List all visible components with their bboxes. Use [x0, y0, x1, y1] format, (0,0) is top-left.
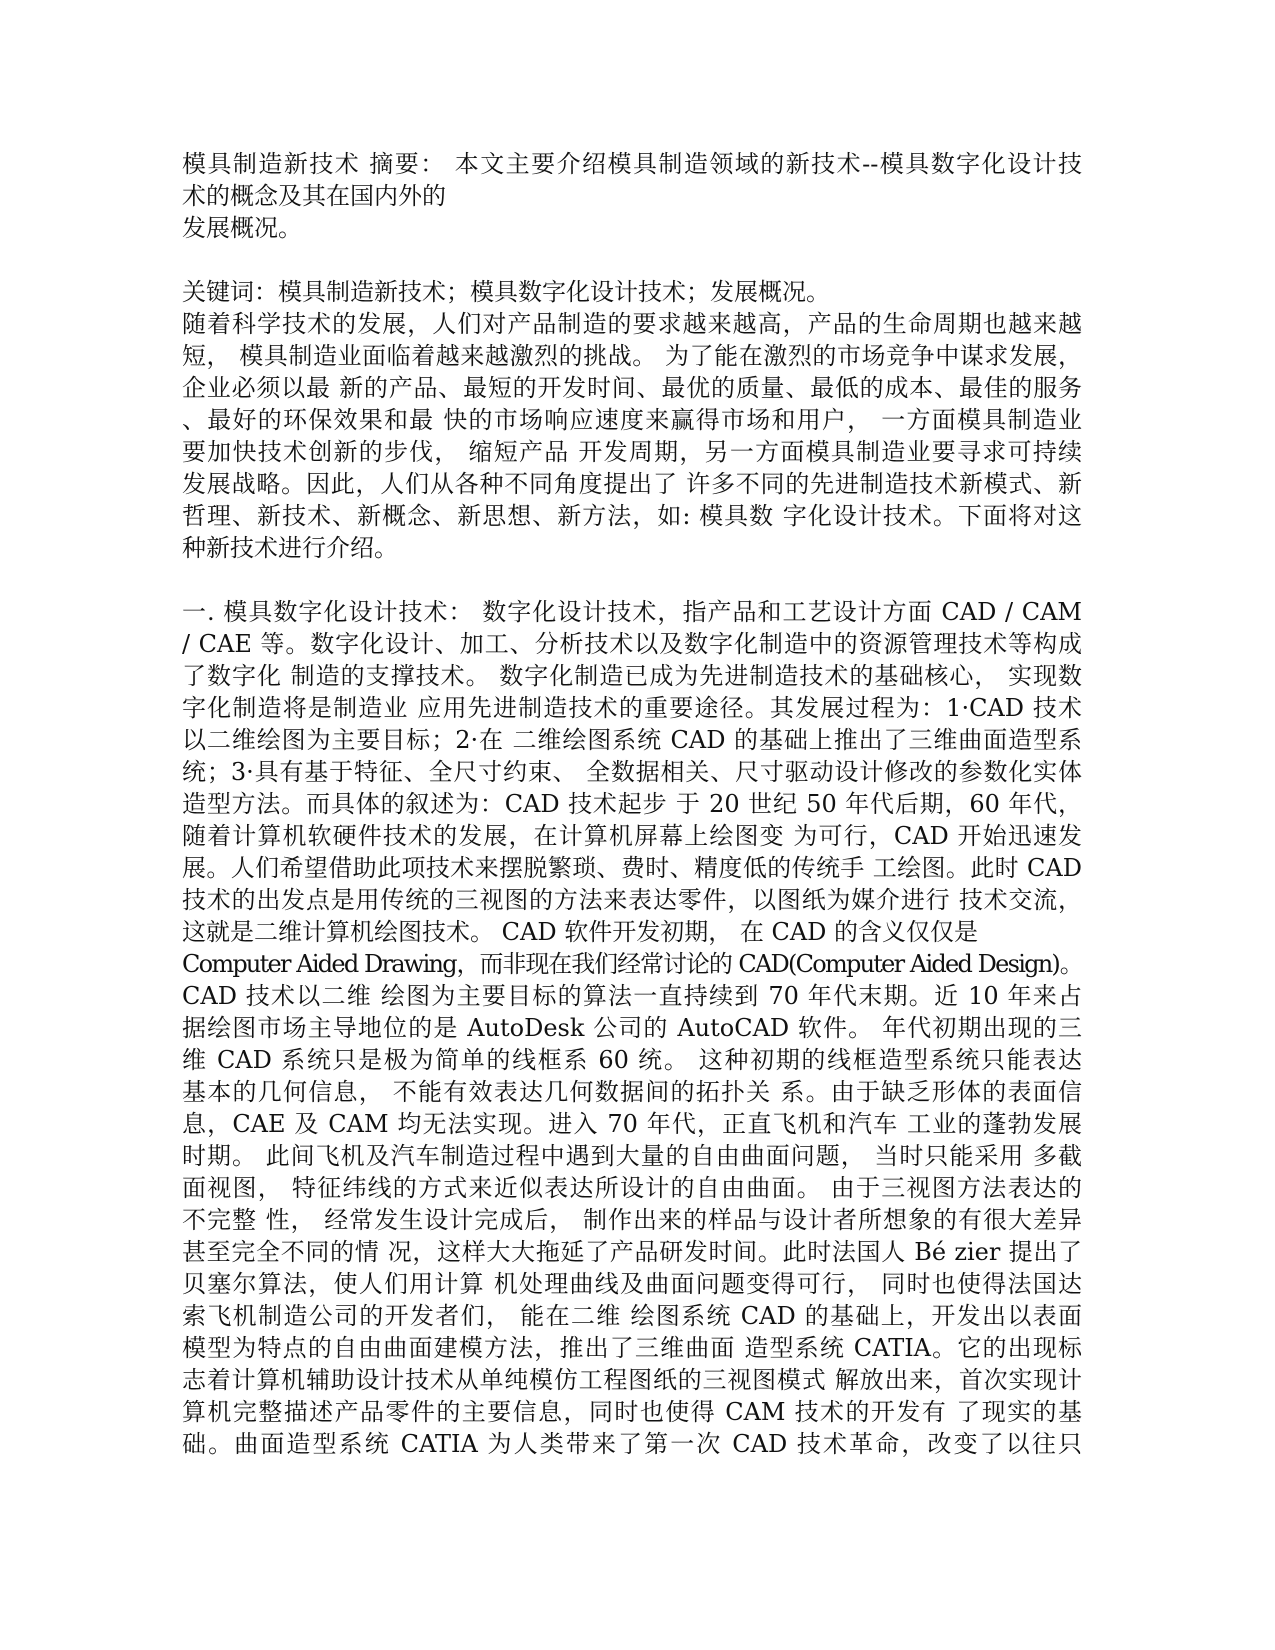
section1-line: / CAE 等。数字化设计、加工、分析技术以及数字化制造中的资源管理技术等构成 — [182, 630, 1082, 658]
intro-line: 发展战略。因此，人们从各种不同角度提出了 许多不同的先进制造技术新模式、新 — [182, 470, 1082, 498]
paragraph-gap — [182, 564, 1082, 596]
section1-line: 维 CAD 系统只是极为简单的线框系 60 统。 这种初期的线框造型系统只能表达 — [182, 1046, 1082, 1074]
intro-line: 、最好的环保效果和最 快的市场响应速度来赢得市场和用户， 一方面模具制造业 — [182, 406, 1082, 434]
section1-line: 索飞机制造公司的开发者们， 能在二维 绘图系统 CAD 的基础上，开发出以表面 — [182, 1302, 1082, 1330]
paragraph-gap — [182, 244, 1082, 276]
section1-line: 志着计算机辅助设计技术从单纯模仿工程图纸的三视图模式 解放出来，首次实现计 — [182, 1366, 1082, 1394]
document-page — [182, 148, 1082, 1460]
section1-line: 统；3·具有基于特征、全尺寸约束、 全数据相关、尺寸驱动设计修改的参数化实体 — [182, 758, 1082, 786]
intro-line: 哲理、新技术、新概念、新思想、新方法，如: 模具数 字化设计技术。下面将对这 — [182, 502, 1082, 530]
intro-line: 要加快技术创新的步伐， 缩短产品 开发周期，另一方面模具制造业要寻求可持续 — [182, 438, 1082, 466]
section1-line: 造型方法。而具体的叙述为：CAD 技术起步 于 20 世纪 50 年代后期，60 年代， — [182, 790, 1082, 818]
section1-line: Computer Aided Drawing，而非现在我们经常讨论的 CAD(Computer Aided Design)。 — [182, 950, 1082, 978]
keywords-line: 关键词：模具制造新技术；模具数字化设计技术；发展概况。 — [182, 278, 830, 306]
section1-line: 贝塞尔算法，使人们用计算 机处理曲线及曲面问题变得可行， 同时也使得法国达 — [182, 1270, 1082, 1298]
section1-line: 模型为特点的自由曲面建模方法，推出了三维曲面 造型系统 CATIA。它的出现标 — [182, 1334, 1082, 1362]
section1-line: CAD 技术以二维 绘图为主要目标的算法一直持续到 70 年代末期。近 10 年来占 — [182, 982, 1082, 1010]
section1-line: 随着计算机软硬件技术的发展，在计算机屏幕上绘图变 为可行，CAD 开始迅速发 — [182, 822, 1082, 850]
section1-line: 这就是二维计算机绘图技术。 CAD 软件开发初期， 在 CAD 的含义仅仅是 — [182, 918, 979, 946]
section1-line: 不完整 性， 经常发生设计完成后， 制作出来的样品与设计者所想象的有很大差异 — [182, 1206, 1082, 1234]
section1-line: 以二维绘图为主要目标；2·在 二维绘图系统 CAD 的基础上推出了三维曲面造型系 — [182, 726, 1082, 754]
section1-line: 字化制造将是制造业 应用先进制造技术的重要途径。其发展过程为：1·CAD 技术 — [182, 694, 1082, 722]
section1-line: 时期。 此间飞机及汽车制造过程中遇到大量的自由曲面问题， 当时只能采用 多截 — [182, 1142, 1082, 1170]
intro-line: 种新技术进行介绍。 — [182, 534, 398, 562]
section1-line: 展。人们希望借助此项技术来摆脱繁琐、费时、精度低的传统手 工绘图。此时 CAD — [182, 854, 1082, 882]
intro-line: 随着科学技术的发展，人们对产品制造的要求越来越高，产品的生命周期也越来越 — [182, 310, 1082, 338]
section1-line: 面视图， 特征纬线的方式来近似表达所设计的自由曲面。 由于三视图方法表达的 — [182, 1174, 1082, 1202]
section1-line: 甚至完全不同的情 况，这样大大拖延了产品研发时间。此时法国人 Bé zier 提出了 — [182, 1238, 1082, 1266]
abstract-line: 发展概况。 — [182, 214, 302, 242]
section1-line: 息，CAE 及 CAM 均无法实现。进入 70 年代，正直飞机和汽车 工业的蓬勃发展 — [182, 1110, 1082, 1138]
intro-line: 短， 模具制造业面临着越来越激烈的挑战。 为了能在激烈的市场竞争中谋求发展， — [182, 342, 1082, 370]
section1-line: 基本的几何信息， 不能有效表达几何数据间的拓扑关 系。由于缺乏形体的表面信 — [182, 1078, 1082, 1106]
section1-line: 一. 模具数字化设计技术： 数字化设计技术，指产品和工艺设计方面 CAD / CAM — [182, 598, 1082, 626]
section1-line: 据绘图市场主导地位的是 AutoDesk 公司的 AutoCAD 软件。 年代初期出现的三 — [182, 1014, 1082, 1042]
intro-line: 企业必须以最 新的产品、最短的开发时间、最优的质量、最低的成本、最佳的服务 — [182, 374, 1082, 402]
abstract-line: 模具制造新技术 摘要： 本文主要介绍模具制造领域的新技术--模具数字化设计技 — [182, 150, 1082, 178]
section1-line: 础。曲面造型系统 CATIA 为人类带来了第一次 CAD 技术革命，改变了以往只 — [182, 1430, 1082, 1458]
section1-line: 技术的出发点是用传统的三视图的方法来表达零件，以图纸为媒介进行 技术交流， — [182, 886, 1082, 914]
section1-line: 算机完整描述产品零件的主要信息，同时也使得 CAM 技术的开发有 了现实的基 — [182, 1398, 1082, 1426]
section1-line: 了数字化 制造的支撑技术。 数字化制造已成为先进制造技术的基础核心， 实现数 — [182, 662, 1082, 690]
abstract-line: 术的概念及其在国内外的 — [182, 182, 446, 210]
